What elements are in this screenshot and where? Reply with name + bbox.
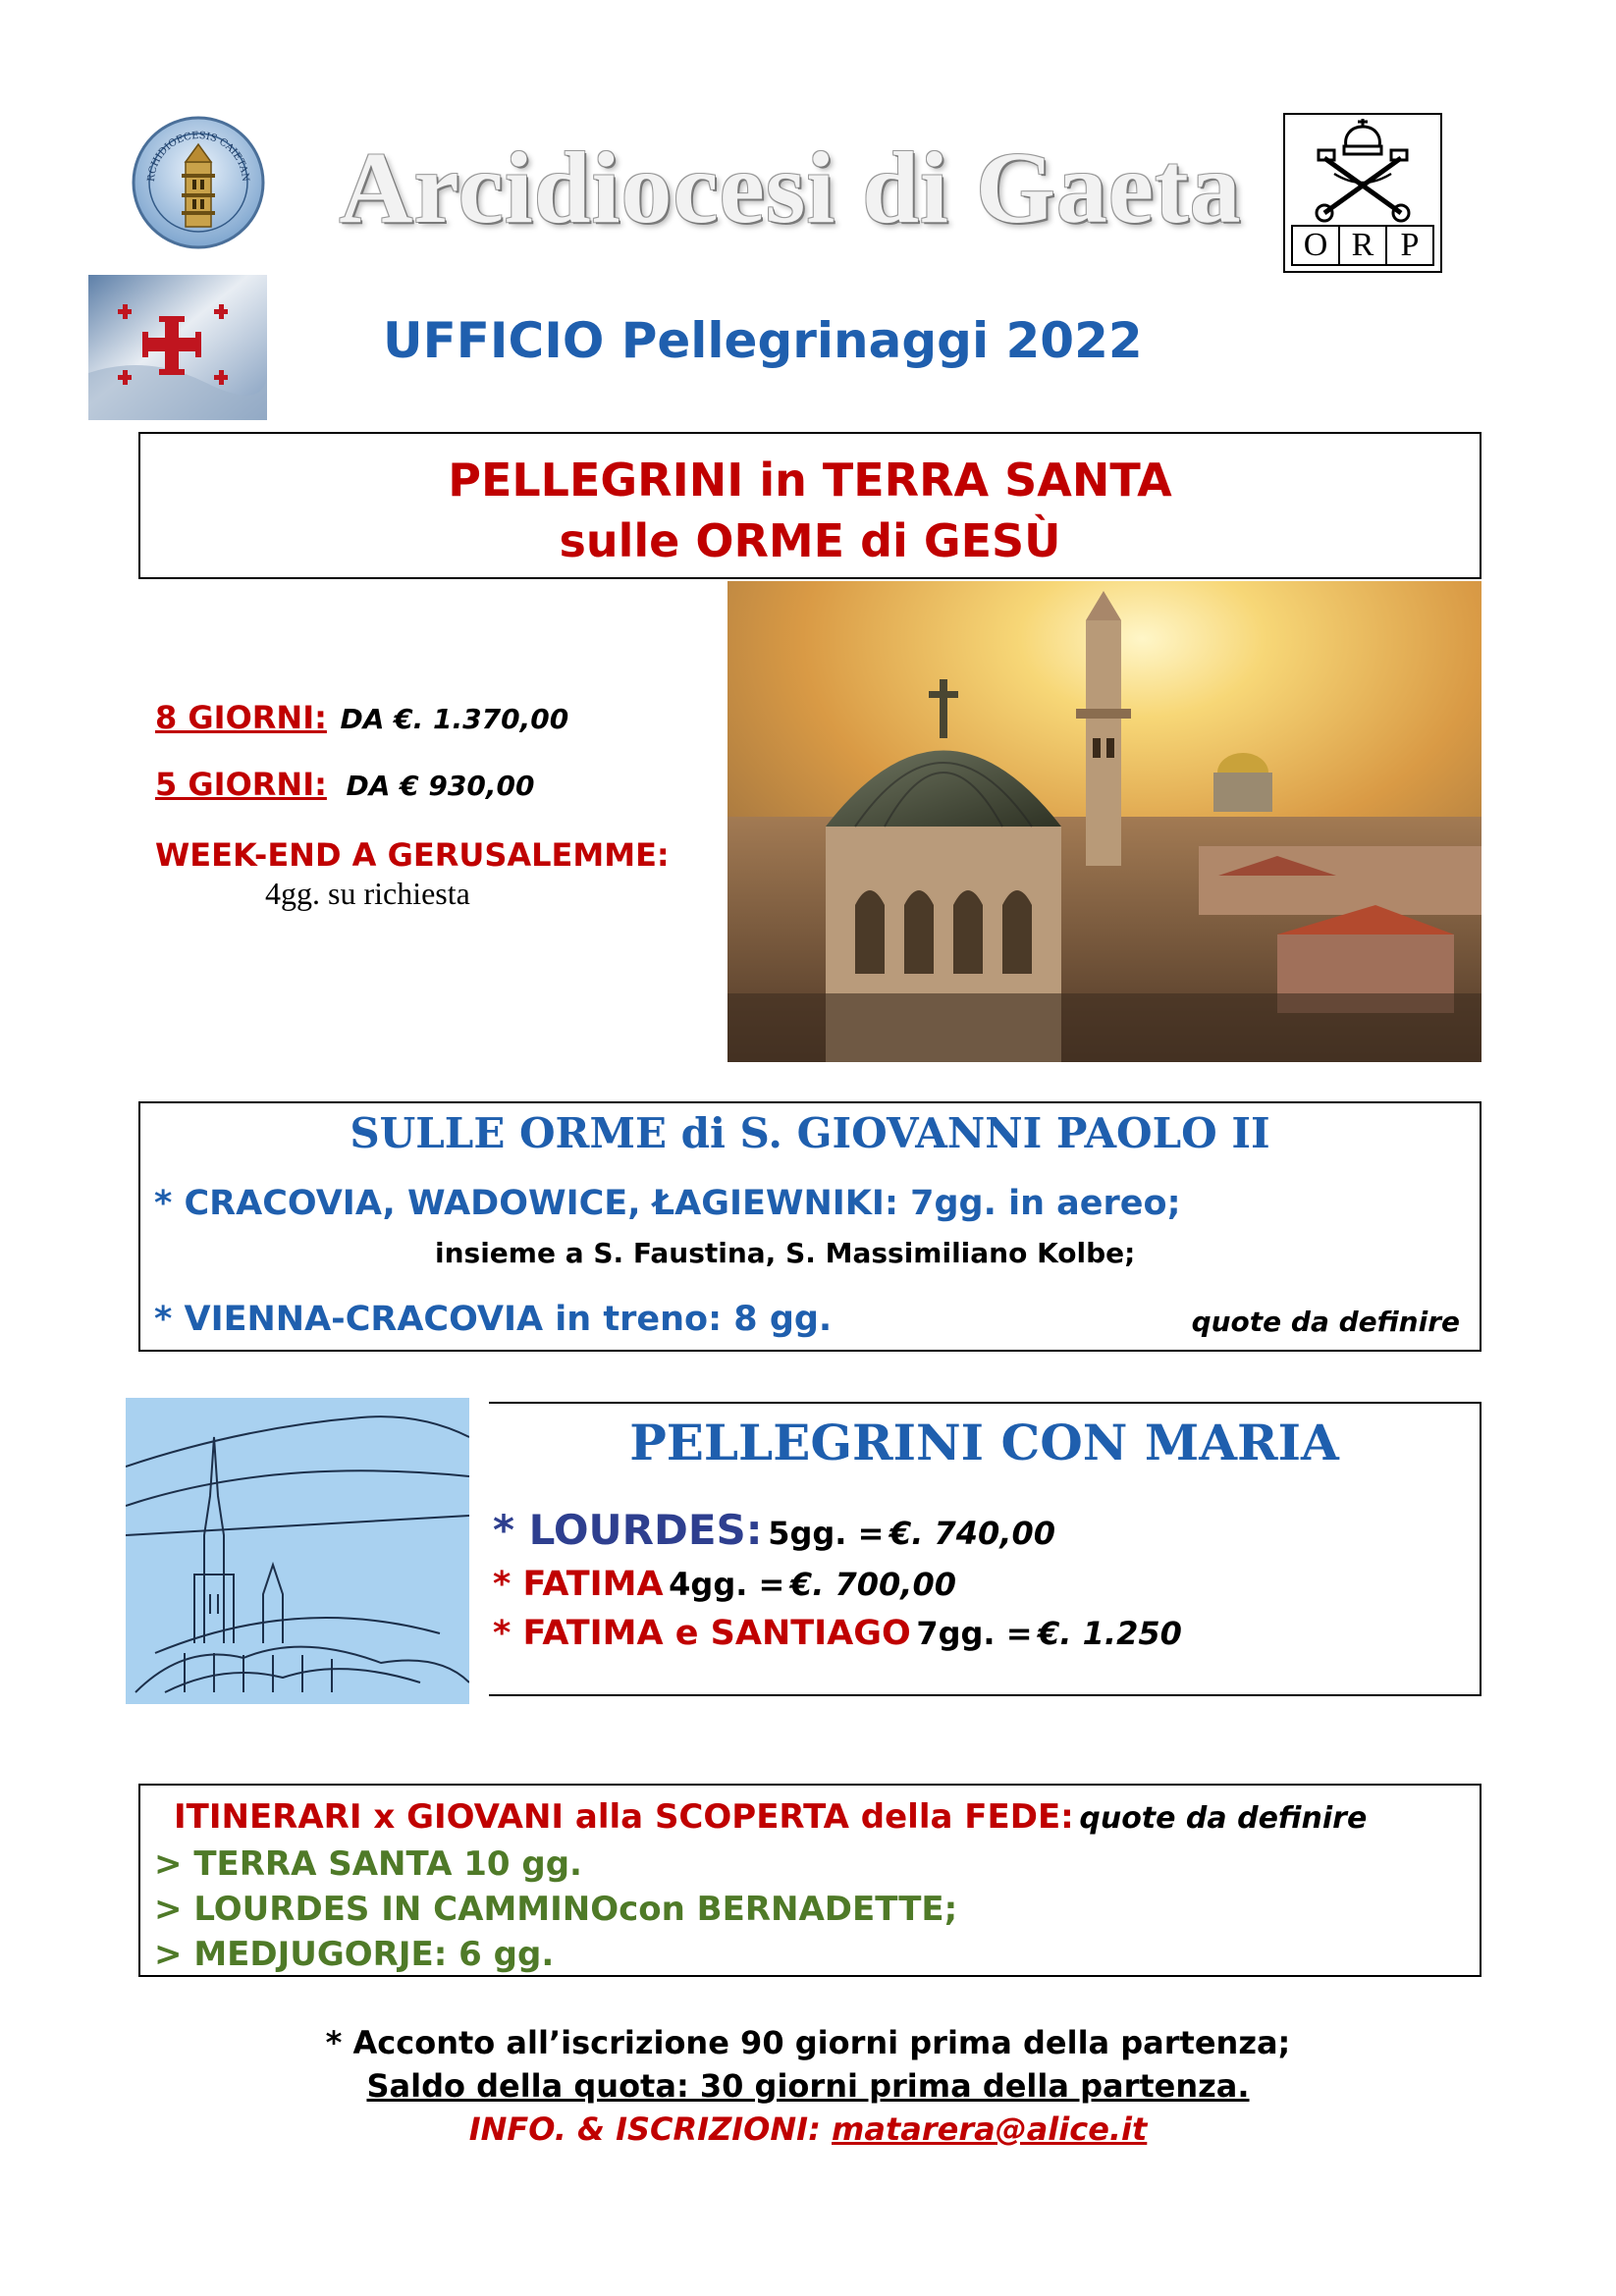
maria-item-fatima-price: €. 700,00 (789, 1566, 956, 1603)
giovani-item-medjugorje: > MEDJUGORJE: 6 gg. (154, 1935, 555, 1974)
price-8-giorni (155, 699, 568, 736)
giovani-quote-note: quote da definire (1079, 1801, 1368, 1836)
lourdes-basilica-drawing (126, 1398, 469, 1704)
price-8-giorni-value: DA €. 1.370,00 (340, 703, 569, 735)
giovanni-paolo-box (138, 1101, 1481, 1352)
orp-letters (1291, 225, 1434, 266)
giovanni-paolo-item-cracovia-note: insieme a S. Faustina, S. Massimiliano Kolbe; (435, 1237, 1136, 1269)
price-8-giorni-label: 8 GIORNI: (155, 699, 327, 736)
maria-box (489, 1402, 1481, 1696)
jerusalem-dome-sunset-photo (727, 581, 1481, 1062)
maria-item-lourdes-duration: 5gg. = (768, 1515, 885, 1552)
maria-item-fatima-name: * FATIMA (493, 1565, 664, 1604)
footer-email-link[interactable]: matarera@alice.it (832, 2110, 1148, 2148)
price-5-giorni-label: 5 GIORNI: (155, 766, 327, 803)
page-subtitle: UFFICIO Pellegrinaggi 2022 (383, 312, 1143, 369)
maria-title: PELLEGRINI CON MARIA (629, 1414, 1339, 1471)
maria-item-fatima-duration: 4gg. = (669, 1566, 785, 1603)
maria-item-fatima (493, 1565, 956, 1604)
giovanni-paolo-item-vienna: * VIENNA-CRACOVIA in treno: 8 gg. (154, 1300, 833, 1339)
orp-letter-o: O (1293, 227, 1340, 264)
giovani-title: ITINERARI x GIOVANI alla SCOPERTA della FEDE: (174, 1797, 1074, 1837)
maria-item-fatima-santiago-duration: 7gg. = (916, 1615, 1033, 1652)
price-5-giorni-value: DA € 930,00 (346, 770, 535, 802)
giovani-item-lourdes: > LOURDES IN CAMMINOcon BERNADETTE; (154, 1890, 958, 1929)
terra-santa-title-line2: sulle ORME di GESÙ (559, 514, 1061, 567)
giovani-box (138, 1784, 1481, 1977)
giovanni-paolo-item-cracovia: * CRACOVIA, WADOWICE, ŁAGIEWNIKI: 7gg. in aereo; (154, 1184, 1181, 1223)
giovani-title-line (174, 1797, 1367, 1837)
maria-item-lourdes-price: €. 740,00 (889, 1515, 1055, 1552)
maria-item-lourdes (493, 1506, 1055, 1554)
maria-item-fatima-santiago-price: €. 1.250 (1038, 1615, 1182, 1652)
price-5-giorni (155, 766, 534, 803)
archdiocese-seal-icon (131, 115, 266, 250)
weekend-note: 4gg. su richiesta (265, 876, 470, 911)
weekend-label: WEEK-END A GERUSALEMME: (155, 836, 670, 874)
page-title: Arcidiocesi di Gaeta (339, 132, 1242, 244)
seal-text: RCHIDIOECESIS CAIETAN (145, 130, 251, 183)
jerusalem-cross-flag-icon (88, 275, 267, 420)
papal-keys-emblem-icon (1283, 113, 1442, 273)
footer-info-label: INFO. & ISCRIZIONI: (468, 2110, 821, 2148)
giovanni-paolo-quote-note: quote da definire (1191, 1306, 1460, 1338)
maria-item-fatima-santiago (493, 1614, 1182, 1653)
orp-letter-p: P (1400, 227, 1420, 263)
giovanni-paolo-title: SULLE ORME di S. GIOVANNI PAOLO II (350, 1109, 1270, 1157)
maria-item-lourdes-name: * LOURDES: (493, 1506, 763, 1554)
footer-info (0, 2110, 1616, 2148)
footer-acconto: * Acconto all’iscrizione 90 giorni prima della partenza; (325, 2024, 1291, 2061)
footer-saldo: Saldo della quota: 30 giorni prima della partenza. (366, 2067, 1250, 2105)
terra-santa-title-line1: PELLEGRINI in TERRA SANTA (448, 454, 1172, 507)
giovani-item-terra-santa: > TERRA SANTA 10 gg. (154, 1844, 582, 1884)
orp-letter-r: R (1340, 227, 1387, 264)
terra-santa-title-box (138, 432, 1481, 579)
maria-item-fatima-santiago-name: * FATIMA e SANTIAGO (493, 1614, 911, 1653)
